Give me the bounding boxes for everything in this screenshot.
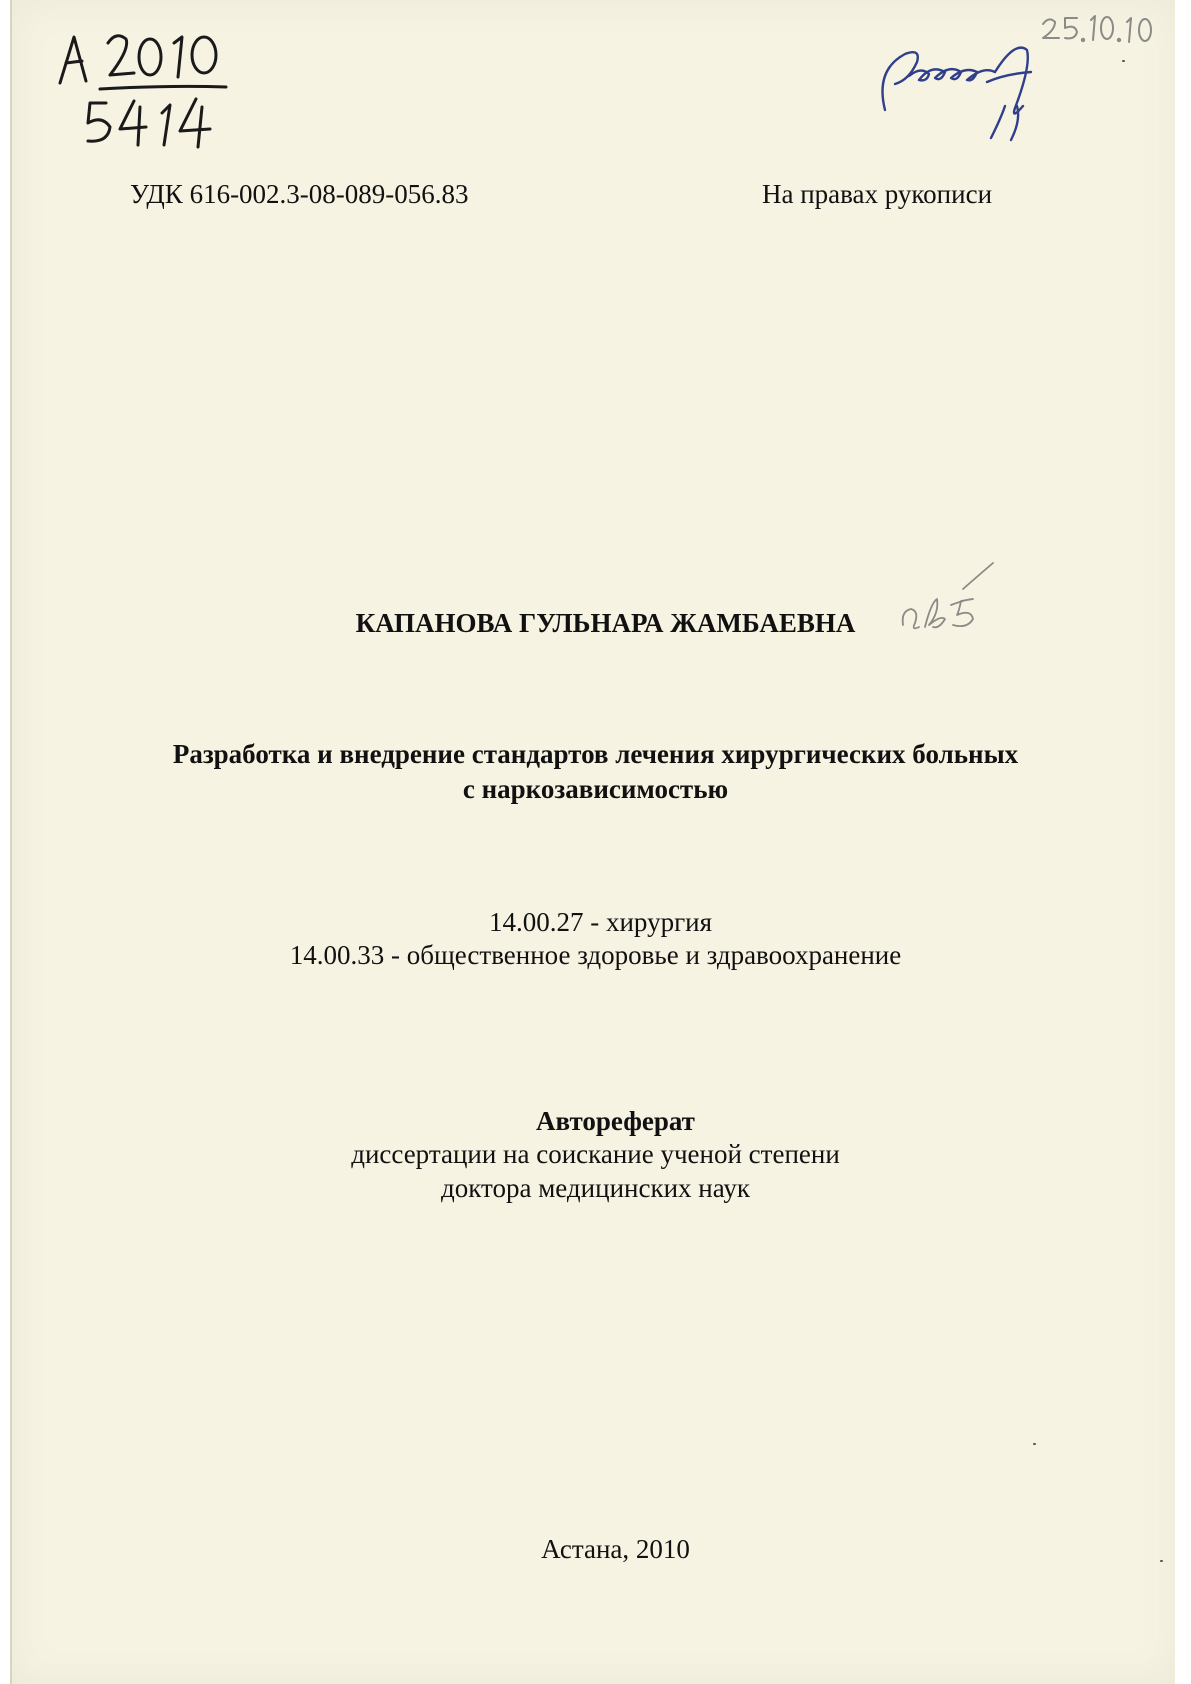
manuscript-rights-label: На правах рукописи: [762, 179, 993, 209]
city-and-year: Астана, 2010: [541, 1534, 690, 1564]
dissertation-title-line-2: с наркозависимостью: [462, 774, 729, 804]
specialty-public-health: 14.00.33 - общественное здоровье и здравоохранение: [289, 940, 902, 970]
scan-speck: [1122, 60, 1125, 62]
page-edge: [1175, 0, 1191, 1684]
specialty-surgery: 14.00.27 - хирургия: [488, 907, 713, 937]
scan-speck: [1160, 1560, 1163, 1562]
signature-and-date: [865, 10, 1165, 145]
document-page: [10, 0, 1177, 1684]
abstract-heading: Автореферат: [536, 1106, 695, 1136]
scan-speck: [1033, 1443, 1036, 1445]
handwritten-archive-code: [50, 15, 240, 165]
dissertation-title-line-1: Разработка и внедрение стандартов лечения хирургических больных: [172, 739, 1019, 769]
udk-code: УДК 616-002.3-08-089-056.83: [130, 179, 469, 209]
abstract-description-line-2: доктора медицинских наук: [441, 1173, 750, 1203]
abstract-description-line-1: диссертации на соискание ученой степени: [351, 1139, 840, 1169]
author-name: КАПАНОВА ГУЛЬНАРА ЖАМБАЕВНА: [355, 608, 856, 638]
